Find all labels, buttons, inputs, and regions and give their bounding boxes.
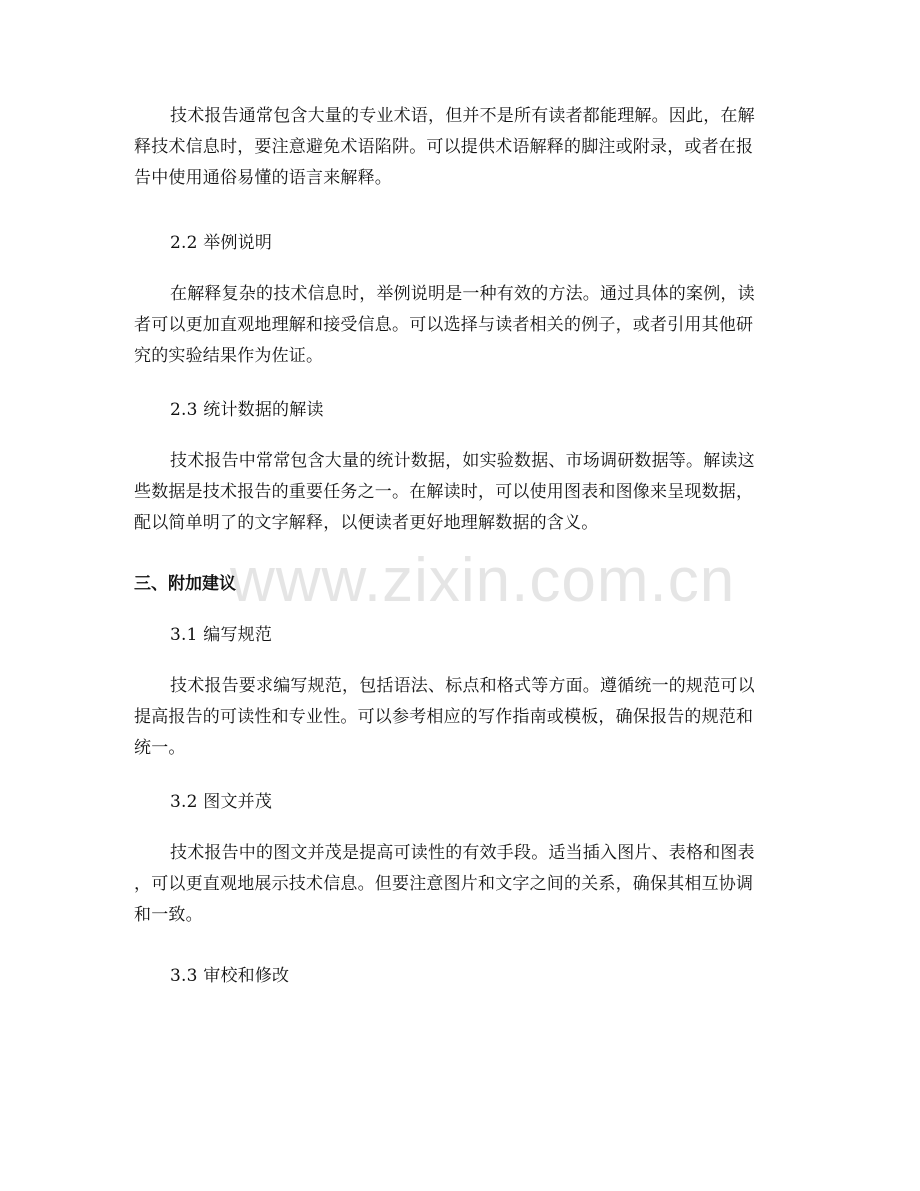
paragraph-line: 技术报告要求编写规范，包括语法、标点和格式等方面。遵循统一的规范可以 bbox=[170, 676, 755, 696]
paragraph-statistics bbox=[134, 446, 786, 539]
paragraph-line: 统一。 bbox=[134, 738, 186, 758]
subheading-3-3: 3.3 审校和修改 bbox=[170, 966, 290, 986]
paragraph-line: 技术报告中的图文并茂是提高可读性的有效手段。适当插入图片、表格和图表 bbox=[170, 843, 755, 863]
paragraph-line: 者可以更加直观地理解和接受信息。可以选择与读者相关的例子，或者引用其他研 bbox=[134, 315, 754, 335]
paragraph-illustrations bbox=[134, 838, 786, 931]
subheading-2-3: 2.3 统计数据的解读 bbox=[170, 400, 324, 420]
paragraph-line: ，可以更直观地展示技术信息。但要注意图片和文字之间的关系，确保其相互协调 bbox=[134, 874, 754, 894]
paragraph-line: 和一致。 bbox=[134, 905, 203, 925]
section-heading-3: 三、附加建议 bbox=[134, 574, 236, 594]
subheading-2-2: 2.2 举例说明 bbox=[170, 233, 273, 253]
paragraph-line: 配以简单明了的文字解释，以便读者更好地理解数据的含义。 bbox=[134, 513, 599, 533]
paragraph-line: 些数据是技术报告的重要任务之一。在解读时，可以使用图表和图像来呈现数据， bbox=[134, 482, 754, 502]
paragraph-line: 技术报告中常常包含大量的统计数据，如实验数据、市场调研数据等。解读这 bbox=[170, 451, 755, 471]
paragraph-line: 告中使用通俗易懂的语言来解释。 bbox=[134, 168, 392, 188]
paragraph-line: 究的实验结果作为佐证。 bbox=[134, 346, 324, 366]
watermark-text: www.zixin.com.cn bbox=[230, 546, 736, 615]
paragraph-writing-norms bbox=[134, 671, 786, 764]
paragraph-line: 在解释复杂的技术信息时，举例说明是一种有效的方法。通过具体的案例，读 bbox=[170, 284, 755, 304]
subheading-3-1: 3.1 编写规范 bbox=[170, 625, 273, 645]
paragraph-line: 提高报告的可读性和专业性。可以参考相应的写作指南或模板，确保报告的规范和 bbox=[134, 707, 754, 727]
paragraph-technical-terms bbox=[134, 101, 786, 194]
paragraph-line: 释技术信息时，要注意避免术语陷阱。可以提供术语解释的脚注或附录，或者在报 bbox=[134, 137, 754, 157]
paragraph-line: 技术报告通常包含大量的专业术语，但并不是所有读者都能理解。因此，在解 bbox=[170, 106, 755, 126]
paragraph-examples bbox=[134, 279, 786, 372]
subheading-3-2: 3.2 图文并茂 bbox=[170, 792, 273, 812]
